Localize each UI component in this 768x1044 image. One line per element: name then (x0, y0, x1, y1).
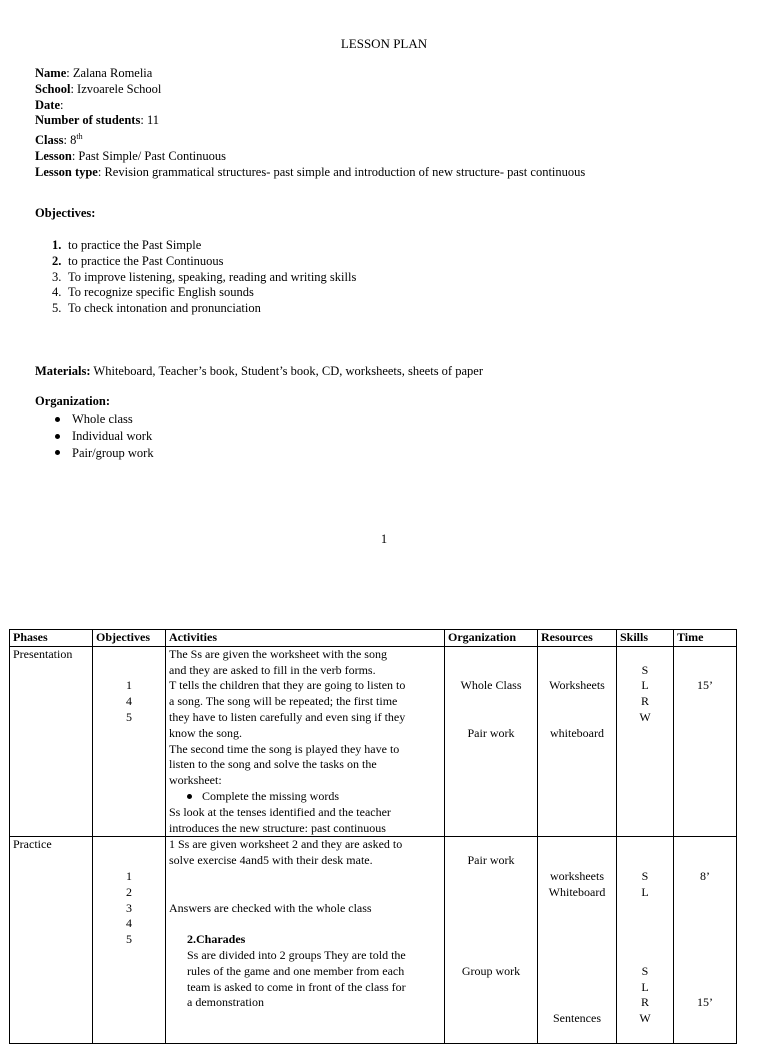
list-item: Pair/group work (55, 445, 154, 462)
bullet-icon (55, 417, 60, 422)
organization-heading: Organization: (35, 394, 110, 408)
info-date: Date: (35, 97, 64, 112)
phase-cell: Practice (10, 837, 93, 1043)
lesson-plan-table (9, 629, 737, 1044)
list-item: 2. to practice the Past Continuous (52, 253, 224, 268)
objectives-list (35, 238, 356, 317)
info-school: School: Izvoarele School (35, 81, 162, 96)
charades-heading: 2.Charades (187, 932, 246, 947)
activities-cell: 1 Ss are given worksheet 2 and they are asked to solve exercise 4and5 with their desk mate. Answers are checked with the whole class 2.Charades Ss are divided into 2 groups They are told the rules of the game and one member from each team is asked to come in front of the class for a demonstration (166, 837, 445, 1043)
organization-cell: Pair work Group work (445, 837, 538, 1043)
time-cell: 8’ 15’ (674, 837, 737, 1043)
bullet-icon (55, 450, 60, 455)
list-item: Complete the missing words (169, 789, 441, 805)
header-organization: Organization (445, 630, 538, 647)
lesson-info (35, 66, 585, 181)
list-item: 1. to practice the Past Simple (52, 238, 202, 252)
list-item: 5. To check intonation and pronunciation (52, 301, 261, 316)
skills-cell: S L R W (617, 646, 674, 837)
info-lesson-type: Lesson type: Revision grammatical structures- past simple and introduction of new structure- past continuous (35, 164, 586, 179)
list-item: 3. To improve listening, speaking, reading and writing skills (52, 269, 357, 284)
skills-cell: S L S L R W (617, 837, 674, 1043)
info-name: Name: Zalana Romelia (35, 66, 153, 80)
resources-cell: worksheets Whiteboard Sentences (538, 837, 617, 1043)
page-title: LESSON PLAN (340, 36, 428, 51)
objectives-cell: 1 4 5 (93, 646, 166, 837)
header-phases: Phases (10, 630, 93, 647)
info-students: Number of students: 11 (35, 113, 159, 128)
list-item: 4. To recognize specific English sounds (52, 285, 254, 300)
info-class: Class: 8th (35, 132, 83, 148)
activities-cell: The Ss are given the worksheet with the song and they are asked to fill in the verb forms. T tells the children that they are going to listen to a song. The song will be repeated; the first time they have to listen carefully and even sing if they know the song. The second time the song is played they have to listen to the song and solve the tasks on the worksheet: Complete the missing words Ss look at the tenses identified and the teacher introduces the new structure: past continuous (166, 646, 445, 837)
bullet-icon (187, 794, 192, 799)
table-row (10, 837, 737, 1043)
table-header-row (10, 630, 737, 647)
table-row (10, 646, 737, 837)
list-item: Individual work (55, 428, 154, 445)
organization-cell: Whole Class Pair work (445, 646, 538, 837)
objectives-cell: 1 2 3 4 5 (93, 837, 166, 1043)
list-item: Whole class (55, 411, 154, 428)
phase-cell: Presentation (10, 646, 93, 837)
header-resources: Resources (538, 630, 617, 647)
organization-list (55, 411, 154, 461)
time-cell: 15’ (674, 646, 737, 837)
header-activities: Activities (166, 630, 445, 647)
bullet-icon (55, 434, 60, 439)
page-number: 1 (380, 532, 388, 546)
materials-line: Materials: Whiteboard, Teacher’s book, Student’s book, CD, worksheets, sheets of paper (35, 364, 483, 378)
header-time: Time (674, 630, 737, 647)
header-objectives: Objectives (93, 630, 166, 647)
resources-cell: Worksheets whiteboard (538, 646, 617, 837)
info-lesson: Lesson: Past Simple/ Past Continuous (35, 149, 227, 164)
objectives-heading: Objectives: (35, 206, 96, 220)
header-skills: Skills (617, 630, 674, 647)
